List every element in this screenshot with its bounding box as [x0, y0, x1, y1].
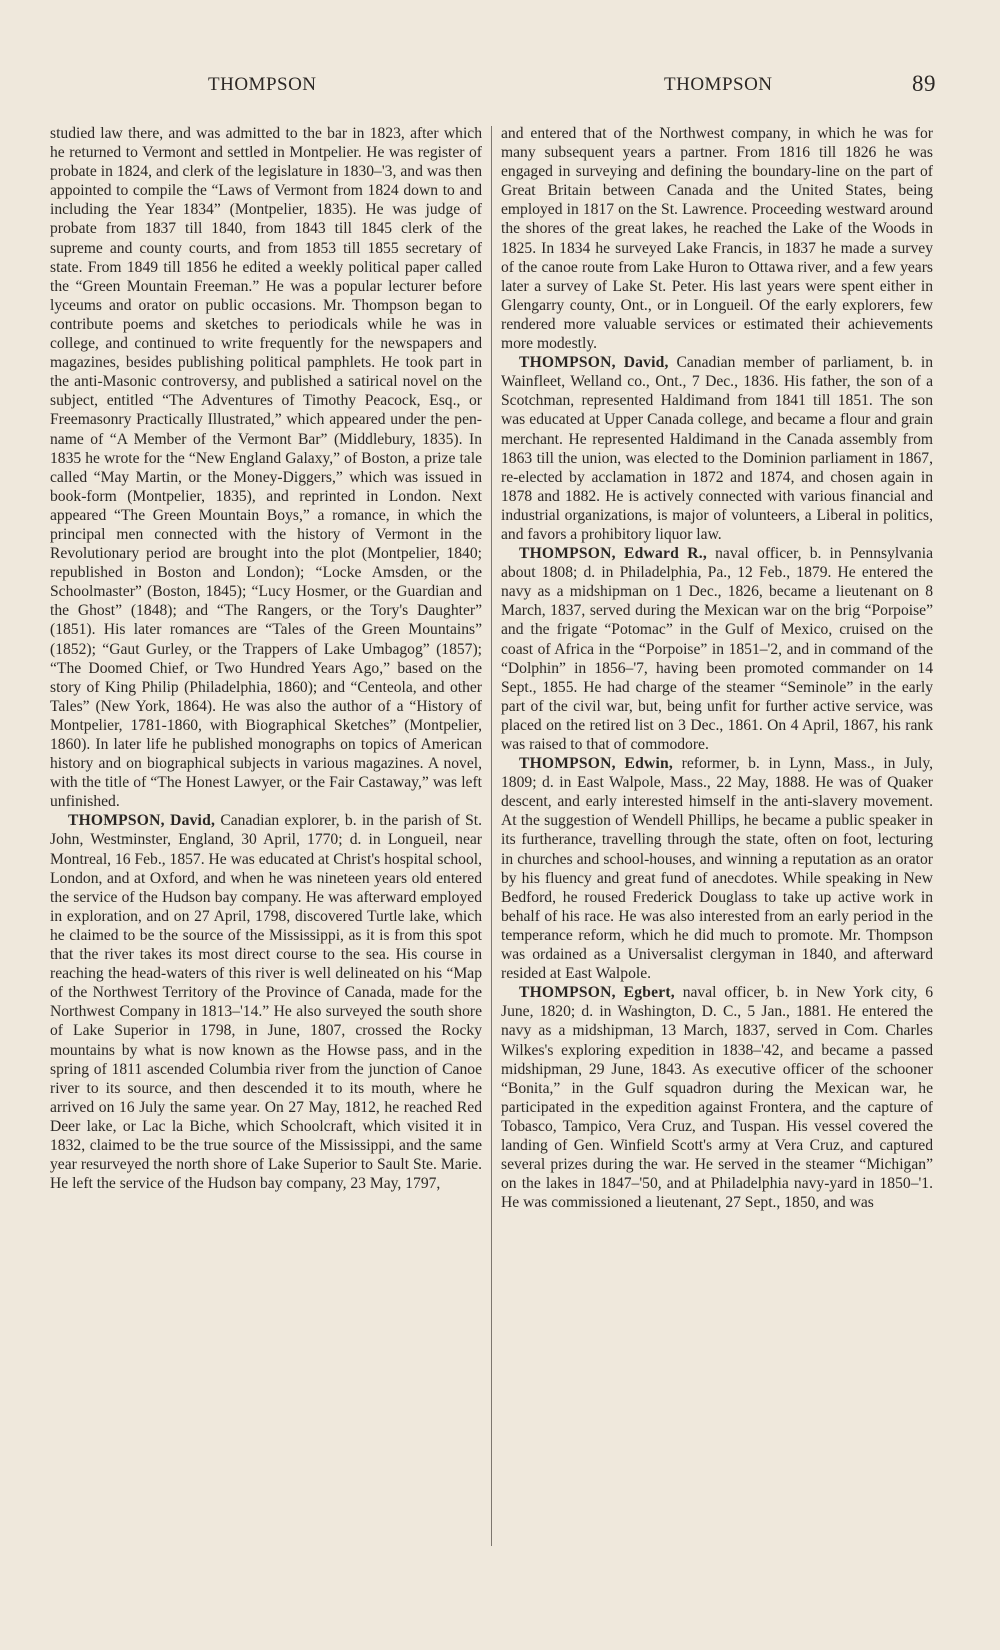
entry-thompson-david-explorer [50, 811, 482, 1193]
entry-headword: THOMPSON, Egbert, [519, 984, 675, 1002]
entry-headword: THOMPSON, Edwin, [519, 755, 673, 773]
left-column [50, 124, 482, 1193]
entry-thompson-david-parliament [501, 353, 933, 544]
entry-thompson-egbert [501, 983, 933, 1212]
entry-headword: THOMPSON, David, [519, 354, 669, 372]
right-running-head: THOMPSON [664, 74, 773, 95]
entry-text: reformer, b. in Lynn, Mass., in July, 1809; d. in East Walpole, Mass., 22 May, 1888. He was of Quaker descent, and early interested himself in the anti-slavery movement. At the suggestion of Wendell Phillips, he became a public speaker in its furtherance, travelling through the state, often on foot, lecturing in churches and school-houses, and winning a reputation as an orator by his fluency and great fund of anecdotes. While speaking in New Bedford, he roused Frederick Douglass to take up active work in behalf of his race. He was also interested from an early period in the temperance reform, which he did much to promote. Mr. Thompson was ordained as a Universalist clergyman in 1840, and afterward resided at East Walpole. [501, 755, 933, 983]
entry-headword: THOMPSON, Edward R., [519, 545, 707, 563]
entry-thompson-edwin [501, 754, 933, 983]
entry-text: Canadian member of parliament, b. in Wainfleet, Welland co., Ont., 7 Dec., 1836. His father, the son of a Scotchman, represented Haldimand from 1841 till 1851. The son was educated at Upper Canada college, and became a flour and grain merchant. He represented Haldimand in the Canada assembly from 1863 till the union, was elected to the Dominion parliament in 1867, re-elected by acclamation in 1872 and 1874, and chosen again in 1878 and 1882. He is actively connected with various financial and industrial organizations, is major of volunteers, a Liberal in politics, and favors a prohibitory liquor law. [501, 354, 933, 543]
continuation-paragraph: studied law there, and was admitted to the bar in 1823, after which he returned to Vermont and settled in Montpelier. He was register of probate in 1824, and clerk of the legislature in 1830–'3, and was then appointed to compile the “Laws of Vermont from 1824 down to and including the Year 1834” (Montpelier, 1835). He was judge of probate from 1837 till 1840, from 1843 till 1845 clerk of the supreme and county courts, and from 1853 till 1855 secretary of state. From 1849 till 1856 he edited a weekly political paper called the “Green Mountain Freeman.” He was a popular lecturer before lyceums and orator on public occasions. Mr. Thompson began to contribute poems and sketches to periodicals while he was in college, and continued to write frequently for the newspapers and magazines, besides publishing political pamphlets. He took part in the anti-Masonic controversy, and published a satirical novel on the subject, entitled “The Adventures of Timothy Peacock, Esq., or Freemasonry Practically Illustrated,” which appeared under the pen-name of “A Member of the Vermont Bar” (Middlebury, 1835). In 1835 he wrote for the “New England Galaxy,” of Boston, a prize tale called “May Martin, or the Money-Diggers,” which was issued in book-form (Montpelier, 1835), and reprinted in London. Next appeared “The Green Mountain Boys,” a romance, in which the principal men connected with the history of Vermont in the Revolutionary period are brought into the plot (Montpelier, 1840; republished in Boston and London); “Locke Amsden, or the Schoolmaster” (Boston, 1845); “Lucy Hosmer, or the Guardian and the Ghost” (1848); and “The Rangers, or the Tory's Daughter” (1851). His later romances are “Tales of the Green Mountains” (1852); “Gaut Gurley, or the Trappers of Lake Umbagog” (1857); “The Doomed Chief, or Two Hundred Years Ago,” based on the story of King Philip (Philadelphia, 1860); and “Centeola, and other Tales” (New York, 1864). He was also the author of a “History of Montpelier, 1781-1860, with Biographical Sketches” (Montpelier, 1860). In later life he published monographs on topics of American history and on biographical subjects in various magazines. A novel, with the title of “The Honest Lawyer, or the Fair Castaway,” was left unfinished. [50, 125, 482, 811]
column-divider [491, 126, 492, 1546]
right-column [501, 124, 933, 1212]
entry-text: naval officer, b. in Pennsylvania about 1808; d. in Philadelphia, Pa., 12 Feb., 1879. He entered the navy as a midshipman on 1 Dec., 1826, became a lieutenant on 8 March, 1837, served during the Mexican war on the brig “Porpoise” and the frigate “Potomac” in the Gulf of Mexico, cruised on the coast of Africa in the “Porpoise” in 1851–'2, and in command of the “Dolphin” in 1856–'7, having been promoted commander on 14 Sept., 1855. He had charge of the steamer “Seminole” in the early part of the civil war, but, being unfit for further active service, was placed on the retired list on 3 Dec., 1861. On 4 April, 1867, his rank was raised to that of commodore. [501, 545, 933, 753]
left-running-head: THOMPSON [208, 74, 317, 95]
entry-text: Canadian explorer, b. in the parish of St. John, Westminster, England, 30 April, 1770; d. in Longueil, near Montreal, 16 Feb., 1857. He was educated at Christ's hospital school, London, and at Oxford, and when he was nineteen years old entered the service of the Hudson bay company. He was afterward employed in exploration, and on 27 April, 1798, discovered Turtle lake, which he claimed to be the source of the Mississippi, as it is from this spot that the river takes its most direct course to the sea. His course in reaching the head-waters of this river is well delineated on his “Map of the Northwest Territory of the Province of Canada, made for the Northwest Company in 1813–'14.” He also surveyed the south shore of Lake Superior in 1798, in June, 1807, crossed the Rocky mountains by what is now known as the Howse pass, and in the spring of 1811 ascended Columbia river from the junction of Canoe river to its source, and then descended it to its mouth, where he arrived on 16 July the same year. On 27 May, 1812, he reached Red Deer lake, or Lac la Biche, which Schoolcraft, which visited it in 1832, claimed to be the true source of the Mississippi, and the same year resurveyed the north shore of Lake Superior to Sault Ste. Marie. He left the service of the Hudson bay company, 23 May, 1797, [50, 812, 482, 1193]
running-head [0, 71, 1000, 104]
entry-headword: THOMPSON, David, [68, 812, 216, 830]
page-number: 89 [912, 71, 936, 96]
entry-text: naval officer, b. in New York city, 6 June, 1820; d. in Washington, D. C., 5 Jan., 1881. He entered the navy as a midshipman, 13 March, 1837, served in Com. Charles Wilkes's exploring expedition in 1838–'42, and became a passed midshipman, 29 June, 1843. As executive officer of the schooner “Bonita,” in the Gulf squadron during the Mexican war, he participated in the expedition against Frontera, and the capture of Tobasco, Tampico, Vera Cruz, and Tuspan. His vessel covered the landing of Gen. Winfield Scott's army at Vera Cruz, and captured several prizes during the war. He served in the steamer “Michigan” on the lakes in 1847–'50, and at Philadelphia navy-yard in 1850–'1. He was commissioned a lieutenant, 27 Sept., 1850, and was [501, 984, 933, 1212]
entry-thompson-edward [501, 544, 933, 754]
continuation-paragraph: and entered that of the Northwest company, in which he was for many subsequent years a partner. From 1816 till 1826 he was engaged in surveying and defining the boundary-line on the part of Great Britain between Canada and the United States, being employed in 1817 on the St. Lawrence. Proceeding westward around the shores of the great lakes, he reached the Lake of the Woods in 1825. In 1834 he surveyed Lake Francis, in 1837 he made a survey of the canoe route from Lake Huron to Ottawa river, and a few years later a survey of Lake St. Peter. His last years were spent either in Glengarry county, Ont., or in Longueil. Of the early explorers, few rendered more valuable services or estimated their achievements more modestly. [501, 125, 933, 353]
